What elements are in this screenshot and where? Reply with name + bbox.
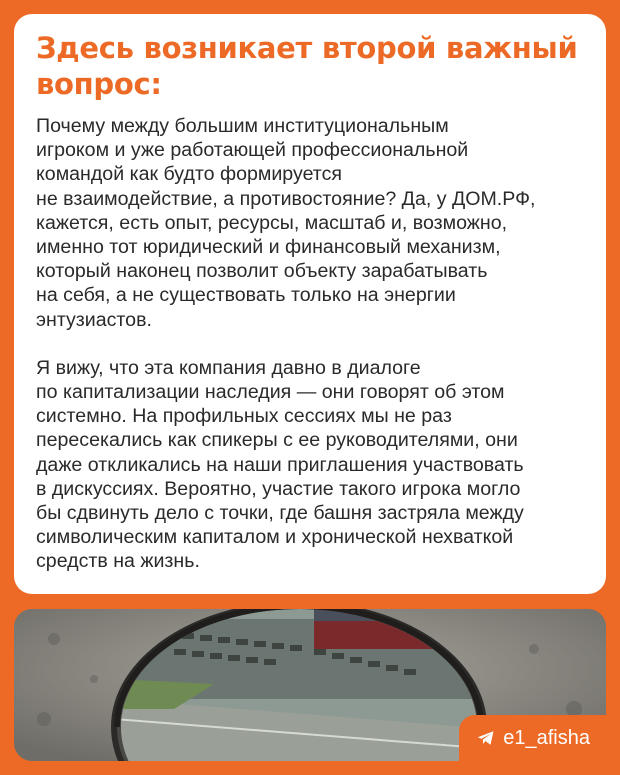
telegram-handle: e1_afisha — [503, 726, 590, 749]
telegram-handle-badge[interactable] — [459, 715, 606, 761]
paragraph-2: Я вижу, что эта компания давно в диалоге по капитализации наследия — они говорят об этом системно. На профильных сессиях мы не раз пересекались как спикеры с ее руководителями, они даже откликались на наши приглашения участвовать в дискуссиях. Вероятно, участие такого игрока могло бы сдвинуть дело с точки, где башня застряла между символическим капиталом и хронической нехваткой средств на жизнь. — [36, 356, 524, 573]
paragraph-1: Почему между большим институциональным игроком и уже работающей профессиональной командой как будто формируется не взаимодействие, а противостояние? Да, у ДОМ.РФ, кажется, есть опыт, ресурсы, масштаб и, возможно, именно тот юридический и финансовый механизм, который наконец позволит объекту зарабатывать на себя, а не существовать только на энергии энтузиастов. — [36, 115, 536, 331]
telegram-icon — [477, 730, 495, 746]
heading: Здесь возникает второй важный вопрос: — [36, 31, 578, 101]
text-card — [14, 14, 606, 594]
